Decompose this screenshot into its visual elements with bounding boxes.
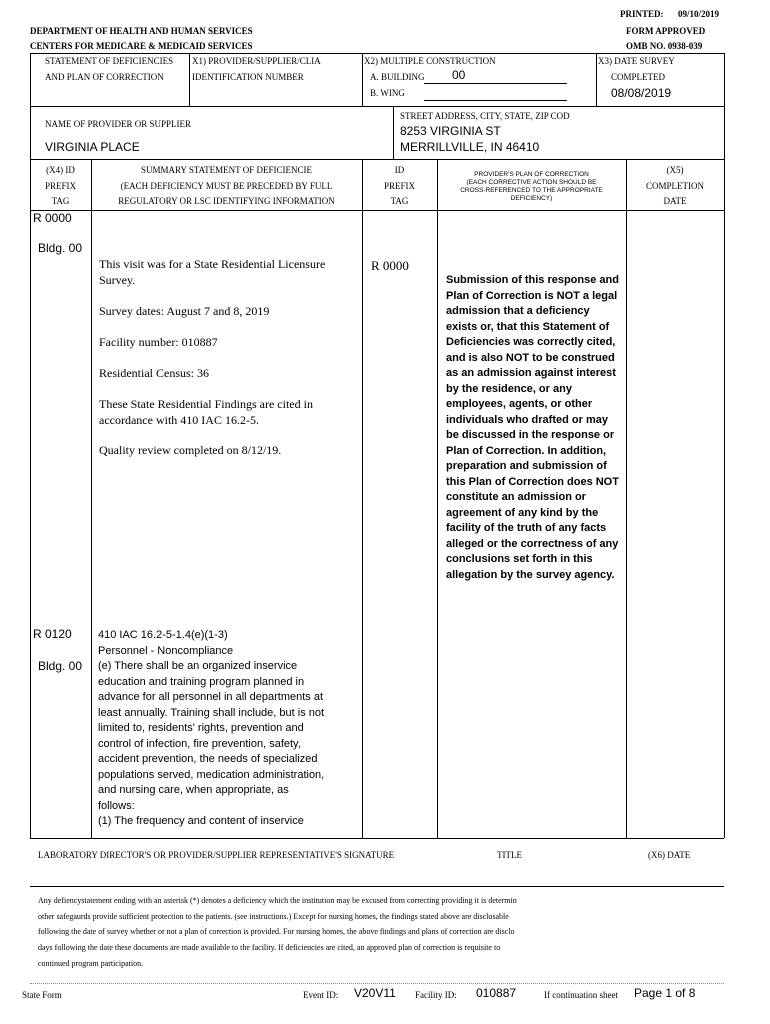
- plan-header-3: CROSS-REFERENCED TO THE APPROPRIATE: [460, 187, 603, 194]
- rule: [30, 838, 724, 839]
- printed-date: 09/10/2019: [678, 9, 720, 19]
- id-tag-header: TAG: [390, 196, 409, 206]
- rule: [91, 159, 92, 838]
- street-address: 8253 VIRGINIA ST: [400, 124, 501, 138]
- building-label: A. BUILDING: [370, 72, 425, 82]
- x1-label-1: X1) PROVIDER/SUPPLIER/CLIA: [192, 56, 321, 66]
- rule: [626, 159, 627, 838]
- event-id-value: V20V11: [354, 986, 396, 1000]
- rule: [30, 106, 724, 107]
- r0000-text-findings: These State Residential Findings are cited in accordance with 410 IAC 16.2-5.: [99, 397, 313, 427]
- footnote-line-3: following the date of survey whether or not a plan of correction is provided. For nursing homes, the above findings and plans of correction are disclo: [38, 927, 515, 936]
- id-tag-r0000: R 0000: [371, 258, 409, 273]
- plan-header-4: DEFICIENCY): [510, 195, 553, 202]
- completion-header: COMPLETION: [646, 181, 704, 191]
- x4-id-header: (X4) ID: [46, 165, 75, 175]
- rule: [30, 53, 724, 54]
- summary-header-2: (EACH DEFICIENCY MUST BE PRECEDED BY FULL: [120, 181, 333, 191]
- footnote-line-2: other safegaurds provide sufficient protection to the patients. (see instructions.) Except for nursing homes, the findings stated above are disclosable: [38, 912, 509, 921]
- facility-id-label: Facility ID:: [415, 990, 457, 1000]
- footnote-line-4: days following the date these documents are made available to the facility. If deficiencies are cited, an approved plan of correction is requisite to: [38, 943, 501, 952]
- footer-divider: [30, 983, 724, 984]
- r0000-text-facility: Facility number: 010887: [99, 335, 218, 349]
- event-id-label: Event ID:: [303, 990, 339, 1000]
- plan-header-1: PROVIDER'S PLAN OF CORRECTION: [474, 171, 589, 178]
- rule: [724, 53, 725, 838]
- rule: [30, 210, 724, 211]
- plan-header-2: (EACH CORRECTIVE ACTION SHOULD BE: [466, 179, 597, 186]
- x1-label-2: IDENTIFICATION NUMBER: [192, 72, 304, 82]
- r0120-regulation-text: 410 IAC 16.2-5-1.4(e)(1-3) Personnel - Noncompliance (e) There shall be an organized inservice education and training program planned in advance for all personnel in all departments at least annually. Training shall include, but is not limited to, residents' rights, prevention and control of infection, fire prevention, safety, accident prevention, the needs of specialized populations served, medication administration, and nursing care, when appropriate, as follows: (1) The frequency and content of inservice: [98, 629, 325, 827]
- summary-header-3: REGULATORY OR LSC IDENTIFYING INFORMATION: [118, 196, 335, 206]
- rule: [596, 53, 597, 106]
- facility-id-value: 010887: [476, 986, 517, 1000]
- wing-label: B. WING: [370, 88, 405, 98]
- form-approved: FORM APPROVED: [626, 26, 706, 36]
- x2-label: X2) MULTIPLE CONSTRUCTION: [364, 56, 496, 66]
- survey-completed-date: 08/08/2019: [611, 86, 672, 100]
- rule: [362, 159, 363, 838]
- address-label: STREET ADDRESS, CITY, STATE, ZIP COD: [400, 111, 570, 121]
- department-title: DEPARTMENT OF HEALTH AND HUMAN SERVICES: [30, 26, 253, 36]
- x4-prefix-header: PREFIX: [44, 181, 76, 191]
- provider-name-label: NAME OF PROVIDER OR SUPPLIER: [45, 119, 192, 129]
- id-header: ID: [394, 165, 405, 175]
- centers-title: CENTERS FOR MEDICARE & MEDICAID SERVICES: [30, 41, 253, 51]
- id-prefix-header: PREFIX: [383, 181, 415, 191]
- rule: [30, 159, 724, 160]
- omb-number: OMB NO. 0938-039: [626, 41, 703, 51]
- footnote-line-5: continued program participation.: [38, 959, 144, 968]
- rule: [189, 53, 190, 106]
- building-underline: [424, 83, 567, 84]
- page-number: Page 1 of 8: [634, 986, 696, 1000]
- statement-label-2: AND PLAN OF CORRECTION: [45, 72, 164, 82]
- r0000-text-dates: Survey dates: August 7 and 8, 2019: [99, 304, 270, 318]
- x3-label-1: X3) DATE SURVEY: [598, 56, 675, 66]
- continuation-label: If continuation sheet: [544, 990, 618, 1000]
- city-state-zip: MERRILLVILLE, IN 46410: [400, 140, 540, 154]
- r0000-text-census: Residential Census: 36: [99, 366, 209, 380]
- bldg-r0120: Bldg. 00: [38, 659, 83, 673]
- tag-r0000: R 0000: [33, 211, 72, 225]
- x4-tag-header: TAG: [51, 196, 70, 206]
- statement-label-1: STATEMENT OF DEFICIENCIES: [45, 56, 174, 66]
- rule: [30, 886, 724, 887]
- rule: [437, 159, 438, 838]
- x6-date-label: (X6) DATE: [648, 850, 691, 860]
- plan-of-correction-r0000: Submission of this response and Plan of Correction is NOT a legal admission that a deficiency exists or, that this Statement of Deficiencies was correctly cited, and is also NOT to be construed as an admission against interest by the residence, or any employees, agents, or other individuals who drafted or may be discussed in the response or Plan of Correction. In addition, preparation and submission of this Plan of Correction does NOT constitute an admission or agreement of any kind by the facility of the truth of any facts alleged or the correctness of any conclusions set forth in this allegation by the survey agency.: [446, 274, 619, 581]
- tag-r0120: R 0120: [33, 627, 72, 641]
- x5-header: (X5): [666, 165, 684, 175]
- date-header: DATE: [663, 196, 687, 206]
- footnote-line-1: Any defiencystatement ending with an asterisk (*) denotes a deficiency which the institution may be excused from correcting providing it is determin: [38, 896, 517, 905]
- x3-label-2: COMPLETED: [611, 72, 665, 82]
- rule: [393, 106, 394, 159]
- signature-label: LABORATORY DIRECTOR'S OR PROVIDER/SUPPLIER REPRESENTATIVE'S SIGNATURE: [38, 850, 395, 860]
- bldg-r0000: Bldg. 00: [38, 241, 83, 255]
- building-value: 00: [452, 68, 466, 82]
- rule: [362, 53, 363, 106]
- title-label: TITLE: [497, 850, 522, 860]
- wing-underline: [424, 100, 567, 101]
- state-form-label: State Form: [22, 990, 62, 1000]
- provider-name: VIRGINIA PLACE: [45, 140, 140, 154]
- printed-label: PRINTED:: [620, 9, 664, 19]
- r0000-text-visit: This visit was for a State Residential Licensure Survey.: [99, 257, 326, 287]
- r0000-text-quality: Quality review completed on 8/12/19.: [99, 443, 282, 457]
- summary-header-1: SUMMARY STATEMENT OF DEFICIENCIE: [140, 165, 313, 175]
